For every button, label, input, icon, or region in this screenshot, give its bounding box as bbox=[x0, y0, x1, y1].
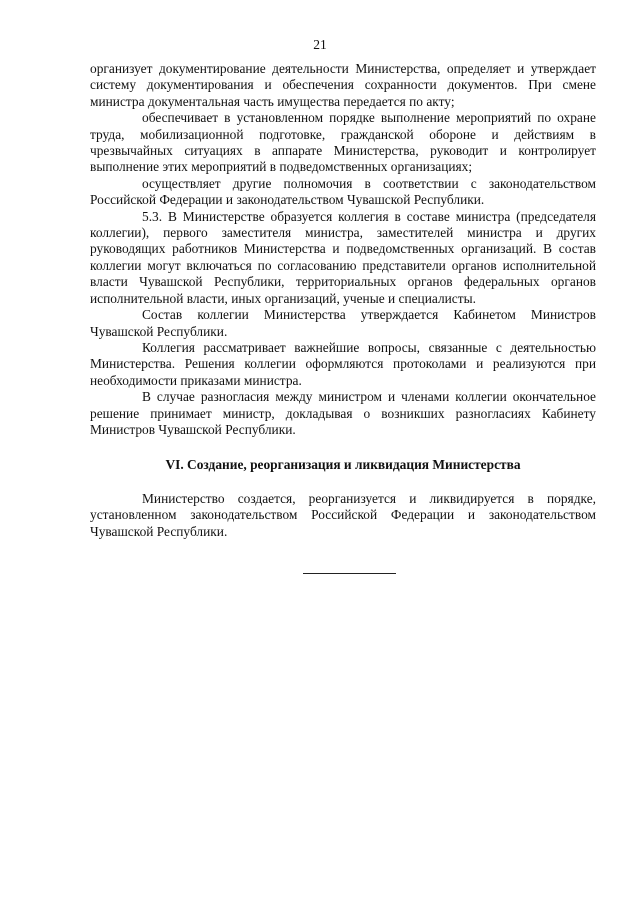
section-heading: VI. Создание, реорганизация и ликвидация Министерства bbox=[165, 457, 521, 473]
paragraph-disagreement: В случае разногласия между министром и членами коллегии окончательное решение принимает министр, докладывая о возникших разногласиях Кабинету Министров Чувашской Республики. bbox=[90, 389, 596, 437]
paragraph-labor-protection: обеспечивает в установленном порядке выполнение мероприятий по охране труда, мобилизационной подготовке, гражданской обороне и действиям в чрезвычайных ситуациях в аппарате Министерства, руководит и контролирует выполнение этих мероприятий в подведомственных организациях; bbox=[90, 110, 596, 175]
paragraph-collegium-formation: 5.3. В Министерстве образуется коллегия в составе министра (председателя коллегии), первого заместителя министра, заместителей министра и других руководящих работников Министерства и подведомственных организаций. В состав коллегии могут включаться по согласованию представители органов исполнительной власти Чувашской Республики, территориальных органов федеральных органов исполнительной власти, иных организаций, ученые и специалисты. bbox=[90, 208, 596, 306]
end-separator-line bbox=[303, 573, 396, 574]
paragraph-creation-liquidation: Министерство создается, реорганизуется и ликвидируется в порядке, установленном законодательством Российской Федерации и законодательством Чувашской Республики. bbox=[90, 490, 596, 539]
document-body bbox=[90, 61, 596, 540]
paragraph-collegium-questions: Коллегия рассматривает важнейшие вопросы, связанные с деятельностью Министерства. Решения коллегии оформляются протоколами и реализуются при необходимости приказами министра. bbox=[90, 339, 596, 388]
paragraph-collegium-composition: Состав коллегии Министерства утверждается Кабинетом Министров Чувашской Республики. bbox=[90, 307, 596, 339]
paragraph-other-powers: осуществляет другие полномочия в соответствии с законодательством Российской Федерации и законодательством Чувашской Республики. bbox=[90, 175, 596, 208]
page-number: 21 bbox=[313, 37, 327, 52]
paragraph-documentation: организует документирование деятельности Министерства, определяет и утверждает систему документирования и обеспечения сохранности документов. При смене министра документальная часть имущества передается по акту; bbox=[90, 61, 596, 109]
